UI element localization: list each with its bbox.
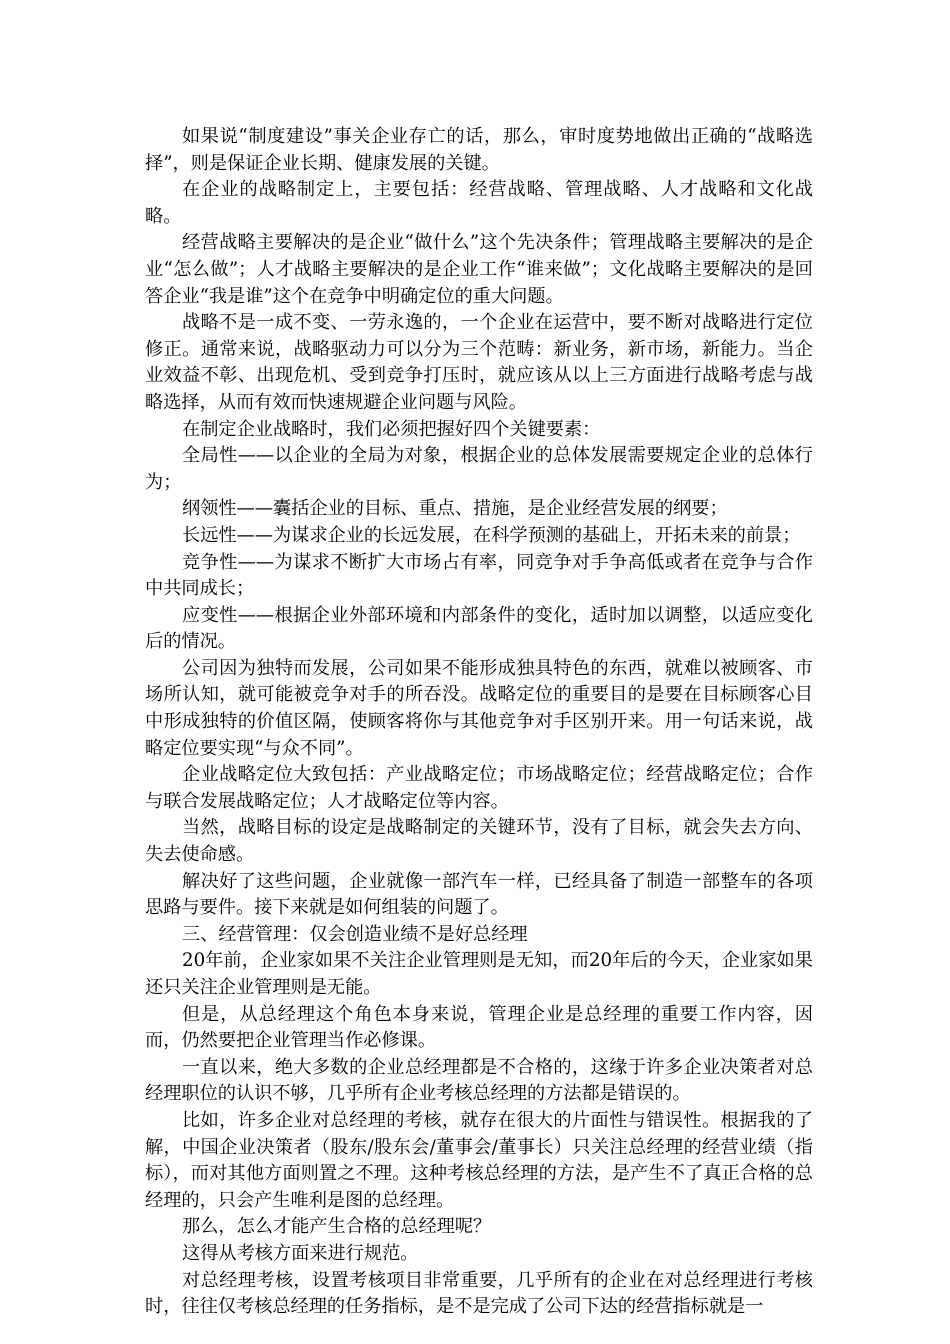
paragraph: 公司因为独特而发展，公司如果不能形成独具特色的东西，就难以被顾客、市场所认知，就可能被竞争对手的所吞没。战略定位的重要目的是要在目标顾客心目中形成独特的价值区隔，使顾客将你与其他竞争对手区别开来。用一句话来说，战略定位要实现“与众不同”。 bbox=[145, 657, 813, 759]
paragraph: 长远性——为谋求企业的长远发展，在科学预测的基础上，开拓未来的前景； bbox=[182, 524, 801, 546]
paragraph: 应变性——根据企业外部环境和内部条件的变化，适时加以调整，以适应变化后的情况。 bbox=[145, 604, 813, 653]
paragraph: 但是，从总经理这个角色本身来说，管理企业是总经理的重要工作内容，因而，仍然要把企业管理当作必修课。 bbox=[145, 1003, 813, 1052]
paragraph: 解决好了这些问题，企业就像一部汽车一样，已经具备了制造一部整车的各项思路与要件。接下来就是如何组装的问题了。 bbox=[145, 870, 813, 919]
paragraph: 在制定企业战略时，我们必须把握好四个关键要素： bbox=[182, 418, 601, 440]
document-page bbox=[145, 124, 813, 1321]
section-heading: 三、经营管理：仅会创造业绩不是好总经理 bbox=[182, 923, 528, 945]
paragraph: 20年前，企业家如果不关注企业管理则是无知，而20年后的今天，企业家如果还只关注企业管理则是无能。 bbox=[145, 950, 813, 998]
paragraph: 在企业的战略制定上，主要包括：经营战略、管理战略、人才战略和文化战略。 bbox=[145, 179, 813, 227]
paragraph: 战略不是一成不变、一劳永逸的，一个企业在运营中，要不断对战略进行定位修正。通常来说，战略驱动力可以分为三个范畴：新业务，新市场，新能力。当企业效益不彰、出现危机、受到竞争打压时，就应该从以上三方面进行战略考虑与战略选择，从而有效而快速规避企业问题与风险。 bbox=[145, 312, 813, 413]
paragraph: 纲领性——囊括企业的目标、重点、措施，是企业经营发展的纲要； bbox=[182, 498, 728, 520]
paragraph: 这得从考核方面来进行规范。 bbox=[182, 1242, 419, 1264]
paragraph: 全局性——以企业的全局为对象，根据企业的总体发展需要规定企业的总体行为； bbox=[145, 445, 813, 493]
paragraph: 经营战略主要解决的是企业“做什么”这个先决条件；管理战略主要解决的是企业“怎么做”；人才战略主要解决的是企业工作“谁来做”；文化战略主要解决的是回答企业“我是谁”这个在竞争中明确定位的重大问题。 bbox=[145, 232, 813, 307]
paragraph: 那么，怎么才能产生合格的总经理呢？ bbox=[182, 1216, 492, 1238]
paragraph: 当然，战略目标的设定是战略制定的关键环节，没有了目标，就会失去方向、失去使命感。 bbox=[145, 817, 813, 866]
paragraph: 比如，许多企业对总经理的考核，就存在很大的片面性与错误性。根据我的了解，中国企业决策者（股东/股东会/董事会/董事长）只关注总经理的经营业绩（指标），而对其他方面则置之不理。这种考核总经理的方法，是产生不了真正合格的总经理的，只会产生唯利是图的总经理。 bbox=[145, 1109, 813, 1211]
paragraph: 企业战略定位大致包括：产业战略定位；市场战略定位；经营战略定位；合作与联合发展战略定位；人才战略定位等内容。 bbox=[145, 764, 813, 812]
paragraph: 如果说“制度建设”事关企业存亡的话，那么，审时度势地做出正确的“战略选择”，则是保证企业长期、健康发展的关键。 bbox=[145, 126, 813, 174]
paragraph: 对总经理考核，设置考核项目非常重要，几乎所有的企业在对总经理进行考核时，往往仅考核总经理的任务指标，是不是完成了公司下达的经营指标就是一 bbox=[145, 1269, 813, 1318]
paragraph: 竞争性——为谋求不断扩大市场占有率，同竞争对手争高低或者在竞争与合作中共同成长； bbox=[145, 551, 813, 600]
paragraph: 一直以来，绝大多数的企业总经理都是不合格的，这缘于许多企业决策者对总经理职位的认识不够，几乎所有企业考核总经理的方法都是错误的。 bbox=[145, 1056, 813, 1105]
